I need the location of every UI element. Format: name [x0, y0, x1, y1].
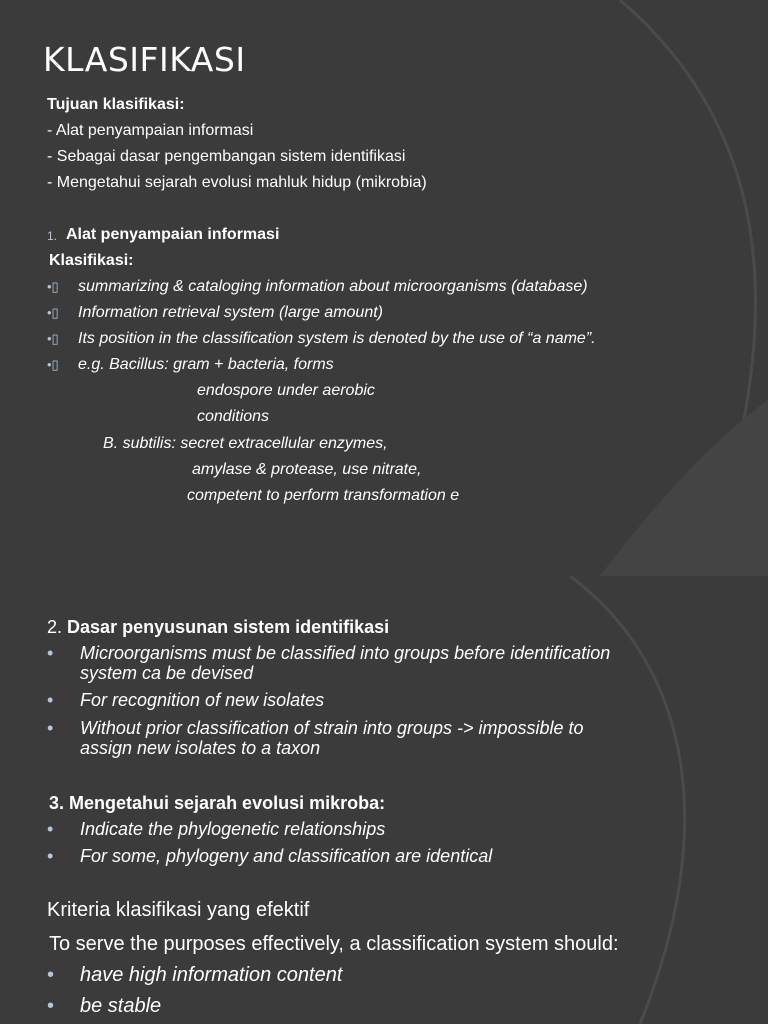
section3-title: 3. Mengetahui sejarah evolusi mikroba: [49, 793, 386, 813]
bullet-marker: •▯ [47, 279, 59, 294]
klasifikasi-label: Klasifikasi: [49, 252, 134, 269]
bullet-text: have high information content [80, 964, 343, 986]
tujuan-heading: Tujuan klasifikasi: [47, 96, 185, 113]
bullet-marker: •▯ [47, 331, 59, 346]
tujuan-item: - Mengetahui sejarah evolusi mahluk hidup (mikrobia) [47, 174, 427, 191]
bullet-text: summarizing & cataloging information about microorganisms (database) [78, 278, 588, 295]
example-line: competent to perform transformation e [187, 487, 460, 504]
bullet-line: system ca be devised [80, 663, 254, 683]
bullet-line: Without prior classification of strain into groups -> impossible to [80, 718, 584, 738]
kriteria-intro: To serve the purposes effectively, a classification system should: [49, 933, 619, 955]
bullet-text [80, 643, 610, 683]
bullet-line: Microorganisms must be classified into groups before identification [80, 643, 611, 663]
slide-title: KLASIFIKASI [43, 40, 246, 79]
section-number [47, 617, 389, 638]
example-line: B. subtilis: secret extracellular enzymes, [103, 435, 388, 452]
bullet-text: Its position in the classification system is denoted by the use of “a name”. [78, 330, 596, 347]
bullet-marker: • [47, 846, 54, 866]
section2-title: Dasar penyusunan sistem identifikasi [67, 617, 390, 637]
tujuan-item: - Alat penyampaian informasi [47, 122, 254, 139]
bullet-marker: • [47, 690, 54, 710]
example-line: conditions [197, 408, 270, 425]
bullet-marker: • [47, 964, 55, 986]
bullet-line: assign new isolates to a taxon [80, 738, 321, 758]
bullet-marker: • [47, 718, 54, 738]
section2-number: 2. [47, 617, 63, 637]
kriteria-heading: Kriteria klasifikasi yang efektif [47, 899, 310, 921]
bullet-text: be stable [80, 995, 162, 1017]
bullet-marker: •▯ [47, 305, 59, 320]
example-line: endospore under aerobic [197, 382, 375, 399]
bullet-marker: •▯ [47, 357, 59, 372]
bullet-marker: • [47, 643, 54, 663]
example-line: amylase & protease, use nitrate, [192, 461, 422, 478]
section-number: 1. [47, 229, 58, 243]
bullet-marker: • [47, 995, 55, 1017]
bullet-text: For some, phylogeny and classification are identical [80, 846, 493, 866]
bullet-text: e.g. Bacillus: gram + bacteria, forms [78, 356, 334, 373]
bullet-text: Indicate the phylogenetic relationships [80, 819, 386, 839]
section-title: Alat penyampaian informasi [66, 226, 280, 243]
bullet-marker: • [47, 819, 54, 839]
bullet-text: Information retrieval system (large amount) [78, 304, 383, 321]
bullet-text: For recognition of new isolates [80, 690, 325, 710]
slide-2 [0, 576, 768, 1024]
tujuan-item: - Sebagai dasar pengembangan sistem identifikasi [47, 148, 406, 165]
bullet-text [80, 718, 584, 758]
